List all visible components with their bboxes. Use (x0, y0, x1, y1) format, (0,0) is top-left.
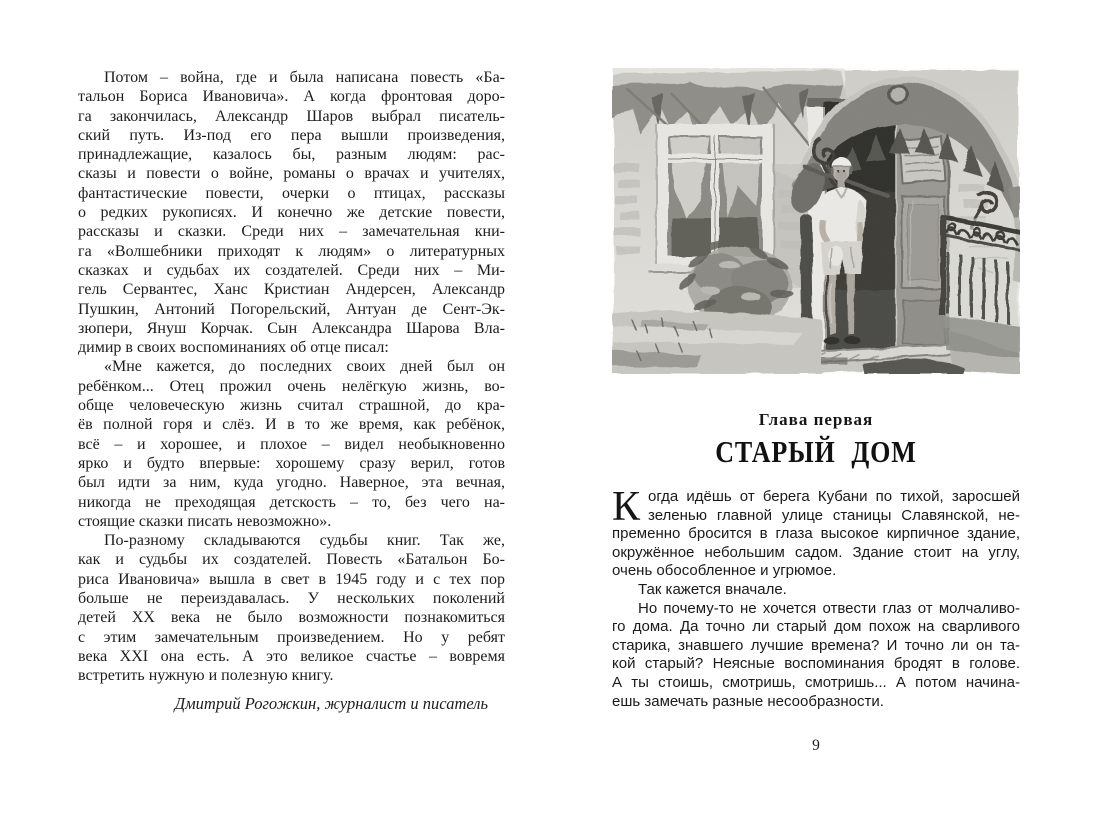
text-line: ёв полной горя и слёз. И в то же время, как ребёнок, (78, 416, 505, 434)
text-line: га закончилась, Александр Шаров выбрал писатель- (78, 107, 505, 125)
text-line: больше не переиздавалась. У нескольких поколений (78, 590, 505, 608)
paper-grain (612, 68, 1020, 374)
text-line: сказы и повести о войне, романы о врачах и учителях, (78, 165, 505, 183)
text-line: димир в своих воспоминаниях об отце писал: (78, 339, 389, 357)
paragraph (78, 357, 505, 531)
text-line: никогда не преходящая детскость – то, без чего на- (78, 493, 505, 511)
text-line: окружённое небольшим садом. Здание стоит на углу, (612, 543, 1020, 561)
text-line: пременно бросится в глаза высокое кирпичное здание, (612, 525, 1020, 543)
chapter-title (612, 434, 1020, 470)
text-line: Но почему-то не хочется отвести глаз от молчаливо- (638, 599, 1020, 617)
left-page-text (78, 68, 505, 686)
text-line: рассказы и сказки. Среди них – замечательная кни- (78, 223, 505, 241)
text-line: гель Сервантес, Ханс Кристиан Андерсен, Александр (78, 281, 505, 299)
text-line: зеленью главной улице станицы Славянской, не- (648, 506, 1020, 524)
text-line: Потом – война, где и была написана повесть «Ба- (104, 69, 505, 86)
text-line: очень обособленное и угрюмое. (612, 562, 837, 580)
text-line: ский путь. Из-под его пера вышли произведения, (78, 126, 505, 144)
text-line: стоящие сказки писать невозможно». (78, 512, 332, 530)
text-line: зюпери, Януш Корчак. Сын Александра Шарова Вла- (78, 319, 505, 337)
page-number: 9 (812, 737, 820, 754)
text-line: фантастические повести, очерки о птицах, рассказы (78, 184, 505, 202)
text-line: «Мне кажется, до последних своих дней был он (104, 358, 505, 376)
paragraph (612, 484, 1020, 581)
text-line: га «Волшебники приходят к людям» о литературных (78, 242, 505, 260)
text-line: сказках и судьбах их создателей. Среди них – Ми- (78, 261, 505, 279)
text-line: о редких рукописях. И конечно же детские повести, (78, 204, 505, 222)
paragraph (612, 581, 1020, 600)
text-line: ярко и будто впервые: хорошему сразу верил, готов (78, 454, 505, 472)
text-line: ешь замечать разные несообразности. (612, 692, 884, 710)
text-line: Пушкин, Антоний Погорельский, Антуан де Сент-Эк- (78, 300, 505, 318)
text-line: обще человеческую жизнь считал страшной, до кра- (78, 397, 505, 415)
text-line: кой старый? Неясные воспоминания бродят в голове. (612, 655, 1020, 673)
text-line: всё – и хорошее, и плохое – видел необыкновенно (78, 435, 505, 453)
text-line: го дома. Да точно ли старый дом похож на сварливого (612, 618, 1020, 636)
paragraph (78, 531, 505, 685)
chapter-body-text (612, 484, 1020, 711)
text-line: А ты стоишь, смотришь, смотришь... А потом начина- (612, 673, 1020, 691)
text-line: тальон Бориса Ивановича». А когда фронтовая доро- (78, 88, 505, 106)
text-line: детей XX века не было возможности познакомиться (78, 609, 505, 627)
text-line: ребёнком... Отец прожил очень нелёгкую жизнь, во- (78, 377, 505, 395)
author-signature: Дмитрий Рогожкин, журналист и писатель (174, 694, 488, 713)
text-line: принадлежащие, казалось бы, разным людям: рас- (78, 146, 505, 164)
chapter-title-text: СТАРЫЙ ДОМ (715, 434, 917, 469)
chapter-label: Глава первая (758, 410, 874, 429)
text-line: был идти за ним, куда угодно. Наверное, эта вечная, (78, 474, 505, 492)
text-line: встретить нужную и полезную книгу. (78, 667, 334, 685)
paragraph (612, 600, 1020, 712)
text-line: Так кажется вначале. (638, 580, 787, 598)
drop-cap: К (612, 484, 641, 530)
text-line: с этим замечательным произведением. Но у ребят (78, 628, 505, 646)
text-line: По-разному складываются судьбы книг. Так же, (104, 532, 505, 550)
illustration-old-house (612, 68, 1020, 374)
text-line: века XXI она есть. А это великое счастье – вовремя (78, 647, 505, 665)
text-line: огда идёшь от берега Кубани по тихой, заросшей (648, 488, 1020, 505)
text-line: старика, знавшего лучшие времена? И точно ли он та- (612, 636, 1020, 654)
text-line: как и судьбы их создателей. Повесть «Батальон Бо- (78, 551, 505, 569)
paragraph (78, 68, 505, 357)
text-line: риса Ивановича» вышла в свет в 1945 году и с тех пор (78, 570, 505, 588)
